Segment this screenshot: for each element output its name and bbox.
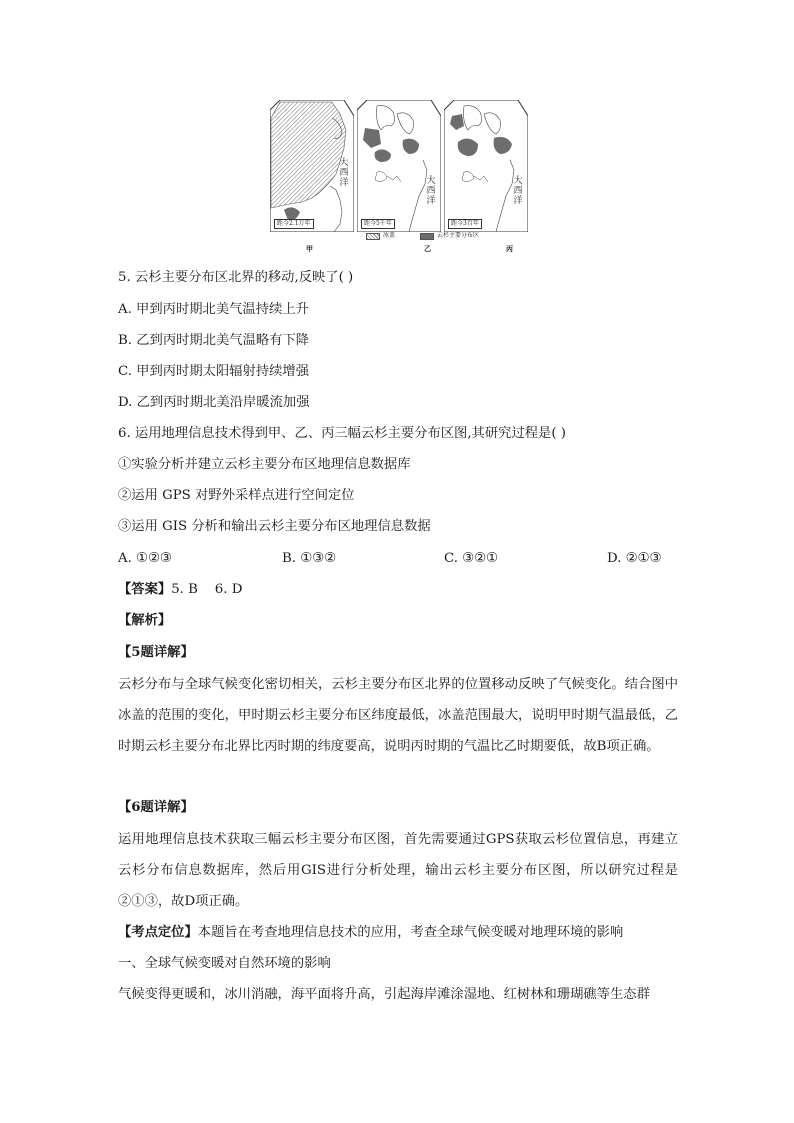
map-bing [444, 100, 528, 232]
ice-swatch [366, 233, 380, 240]
map-panel-bing [444, 100, 528, 232]
panel-caption: 距今5千年 [361, 219, 395, 229]
ocean-label: 大西洋 [513, 176, 523, 206]
q5-option-b: B. 乙到丙时期北美气温略有下降 [118, 333, 310, 348]
q5-option-d: D. 乙到丙时期北美沿岸暖流加强 [118, 395, 310, 410]
analysis-label: 【解析】 [118, 613, 172, 628]
q6-option-a: A. ①②③ [118, 551, 172, 566]
answer-label: 【答案】 [118, 582, 172, 597]
spruce-swatch [420, 233, 434, 240]
q6-detail-heading: 【6题详解】 [118, 800, 194, 815]
q6-detail-text: 运用地理信息技术获取三幅云杉主要分布区图，首先需要通过GPS获取云杉位置信息，再建立云杉分布信息数据库，然后用GIS进行分析处理，输出云杉主要分布区图，所以研究过程是②①③，故D项正确。 [118, 832, 678, 909]
panel-caption: 距今2.1万年 [274, 219, 314, 229]
q6-step-1: ①实验分析并建立云杉主要分布区地理信息数据库 [118, 457, 411, 472]
panel-caption: 距今3百年 [448, 219, 482, 229]
kaodian-text: 本题旨在考查地理信息技术的应用，考查全球气候变暖对地理环境的影响 [197, 925, 624, 940]
figure-legend [268, 231, 530, 241]
legend-spruce-label: 云杉主要分布区 [437, 232, 480, 239]
map-yi [357, 100, 441, 232]
map-panel-yi [357, 100, 441, 232]
q5-detail-text: 云杉分布与全球气候变化密切相关，云杉主要分布区北界的位置移动反映了气候变化。结合图中冰盖的范围的变化，甲时期云杉主要分布区纬度最低，冰盖范围最大，说明甲时期气温最低，乙时期云杉主要分布北界比丙时期的纬度要高，说明丙时期的气温比乙时期要低，故B项正确。 [118, 677, 678, 754]
section-title: 一、全球气候变暖对自然环境的影响 [118, 956, 331, 971]
q6-stem: 6. 运用地理信息技术得到甲、乙、丙三幅云杉主要分布区图,其研究过程是( ) [118, 426, 566, 441]
q5-option-c: C. 甲到丙时期太阳辐射持续增强 [118, 364, 310, 379]
legend-ice-label: 冰盖 [383, 232, 396, 239]
q5-option-a: A. 甲到丙时期北美气温持续上升 [118, 302, 309, 317]
q6-step-2: ②运用 GPS 对野外采样点进行空间定位 [118, 488, 355, 503]
answer-text: 5. B 6. D [171, 582, 243, 597]
kaodian-label: 【考点定位】 [118, 925, 198, 940]
q6-option-b: B. ①③② [282, 551, 336, 566]
q6-option-c: C. ③②① [444, 551, 498, 566]
q5-detail-heading: 【5题详解】 [118, 645, 194, 660]
q6-step-3: ③运用 GIS 分析和输出云杉主要分布区地理信息数据 [118, 519, 431, 534]
kaodian-line [118, 923, 623, 943]
last-paragraph-line: 气候变得更暖和，冰川消融，海平面将升高，引起海岸滩涂湿地、红树林和珊瑚礁等生态群 [118, 987, 650, 1002]
panel-letter-bing: 丙 [506, 244, 513, 253]
panel-letter-jia: 甲 [306, 244, 313, 253]
ocean-label: 大西洋 [339, 158, 349, 188]
spruce-distribution-figure [268, 100, 530, 260]
ocean-label: 大西洋 [426, 176, 436, 206]
q6-option-d: D. ②①③ [607, 551, 662, 566]
q6-options [118, 549, 678, 569]
legend-ice [366, 231, 395, 241]
answer-line [118, 580, 242, 600]
q5-stem: 5. 云杉主要分布区北界的移动,反映了( ) [118, 270, 354, 285]
panel-letters [268, 242, 530, 256]
panel-letter-yi: 乙 [424, 244, 431, 253]
legend-spruce [420, 231, 479, 241]
